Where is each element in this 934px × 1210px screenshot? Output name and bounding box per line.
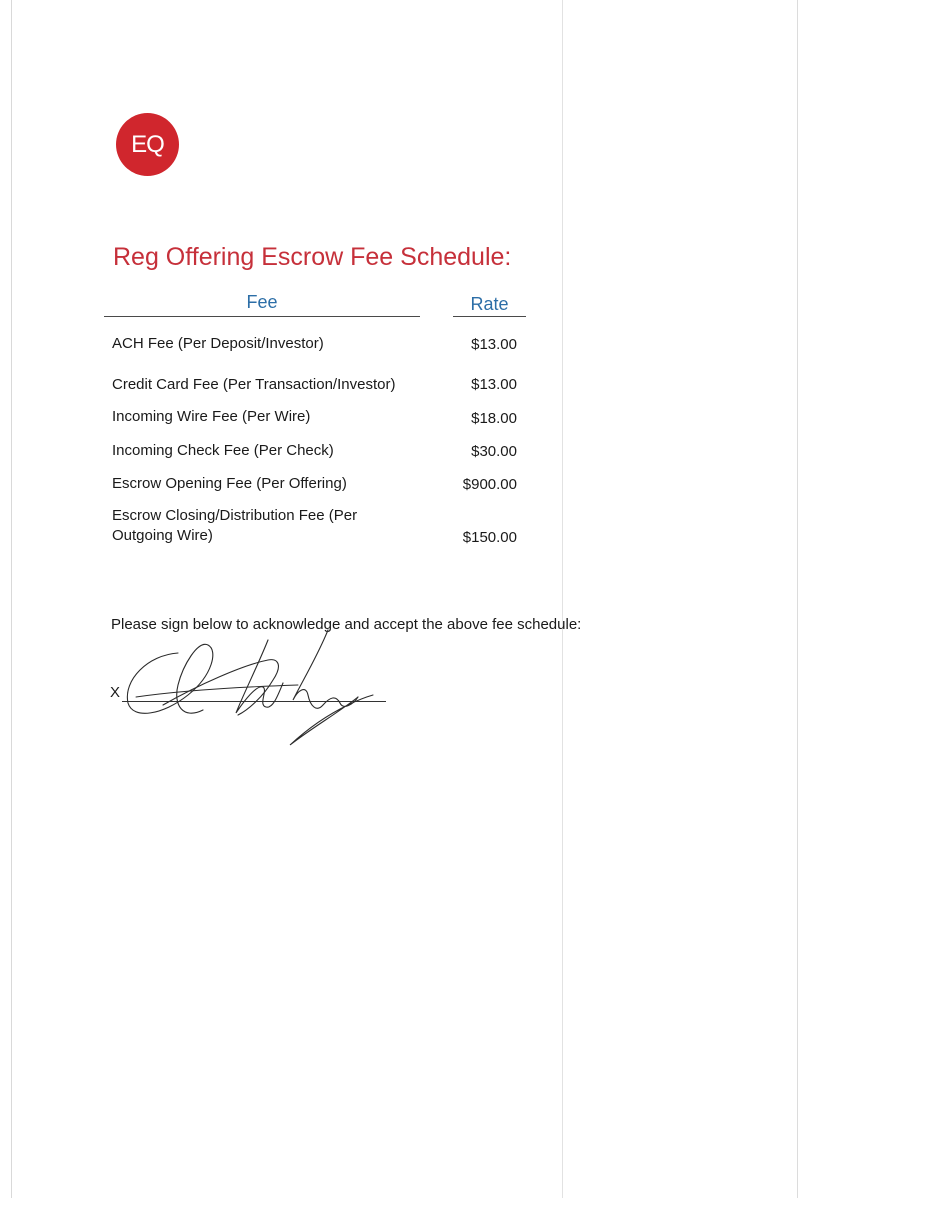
fee-rate: $150.00 [462, 529, 517, 546]
fee-name: Credit Card Fee (Per Transaction/Investor) [112, 376, 396, 393]
fee-row [112, 334, 527, 354]
fee-name: Incoming Check Fee (Per Check) [112, 442, 334, 459]
page-title: Reg Offering Escrow Fee Schedule: [113, 243, 512, 271]
fee-column-header: Fee [246, 292, 278, 312]
company-logo [116, 113, 179, 176]
fee-rate: $13.00 [471, 336, 517, 353]
fee-rate: $13.00 [471, 376, 517, 393]
scan-edge-right [797, 0, 798, 1198]
fee-row [112, 441, 527, 461]
fee-name: Escrow Closing/Distribution Fee (Per Outgoing Wire) [112, 507, 358, 544]
fee-row [112, 375, 527, 395]
acknowledgement-prompt: Please sign below to acknowledge and accept the above fee schedule: [111, 616, 582, 633]
fee-rate: $30.00 [471, 443, 517, 460]
scan-edge-left [11, 0, 12, 1198]
fee-row [112, 506, 527, 548]
fee-row [112, 474, 527, 494]
logo-text: EQ [131, 131, 164, 158]
signature-marker: X [110, 684, 121, 701]
rate-header-underline [453, 316, 526, 317]
fee-row [112, 407, 527, 427]
handwritten-signature [118, 625, 388, 750]
fee-name: Escrow Opening Fee (Per Offering) [112, 475, 347, 492]
fee-name: Incoming Wire Fee (Per Wire) [112, 408, 311, 425]
fee-rate: $18.00 [471, 410, 517, 427]
fee-rate: $900.00 [462, 476, 517, 493]
scan-fold-line [562, 0, 563, 1198]
fee-name: ACH Fee (Per Deposit/Investor) [112, 335, 324, 352]
fee-header-underline [104, 316, 420, 317]
rate-column-header: Rate [470, 294, 509, 314]
